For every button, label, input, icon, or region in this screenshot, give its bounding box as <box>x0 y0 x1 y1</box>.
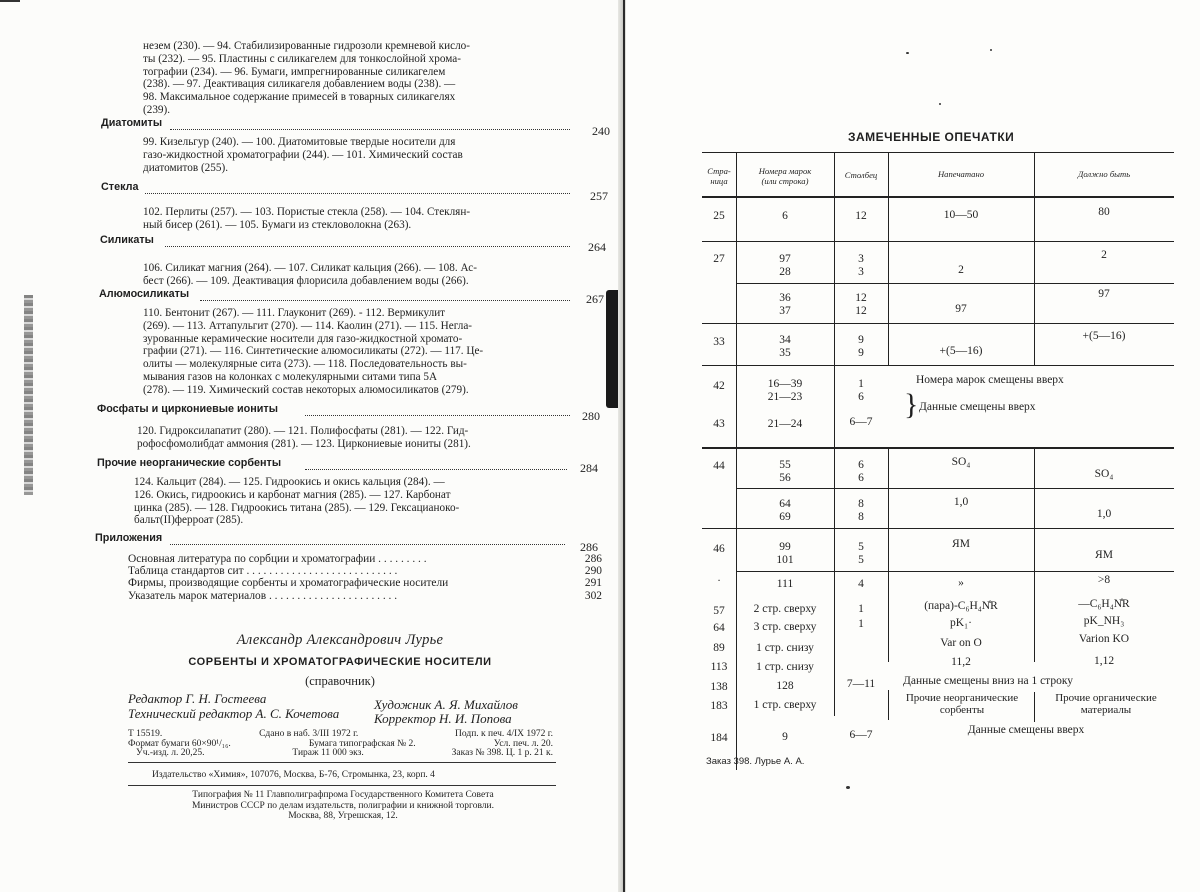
text-line: (239). <box>143 103 171 116</box>
appendix-list <box>128 553 568 602</box>
cell-page: 138 <box>710 681 728 693</box>
cell-page: 184 <box>710 732 728 744</box>
table-divider <box>702 323 1174 324</box>
section-page: 280 <box>582 409 600 423</box>
section-heading: Приложения <box>95 532 163 544</box>
speck <box>906 52 909 54</box>
errata-title: ЗАМЕЧЕННЫЕ ОПЕЧАТКИ <box>848 130 1015 144</box>
cell-marks: 9 <box>782 731 788 743</box>
cell-column: 3 3 <box>858 253 864 278</box>
appendix-item: Основная литература по сорбции и хроматографии . . . . . . . . . <box>128 553 427 565</box>
section-body <box>143 206 570 232</box>
page-number: 290 <box>584 565 602 578</box>
text-line: ный бисер (261). — 105. Бумаги из стекловолокна (263). <box>143 218 412 231</box>
dot-leader <box>165 245 570 247</box>
section-body <box>137 425 570 451</box>
section-page: 286 <box>580 540 598 554</box>
text-line: 102. Перлиты (257). — 103. Пористые стекла (258). — 104. Стеклян- <box>143 206 471 218</box>
dot-leader <box>145 192 570 194</box>
text-line: Министров СССР по делам издательств, полиграфии и книжной торговли. <box>191 800 495 811</box>
table-divider <box>736 488 1174 489</box>
section-heading: Алюмосиликаты <box>99 288 190 300</box>
dot-leader <box>170 543 565 545</box>
section-heading: Стекла <box>101 181 139 193</box>
appendix-item: Фирмы, производящие сорбенты и хроматографические носители <box>128 577 449 590</box>
table-border-top <box>702 152 1174 153</box>
text-line: ты (232). — 95. Пластины с силикагелем для тонкослойной хрома- <box>143 52 461 65</box>
cell-printed: Прочие неорганические сорбенты <box>905 692 1019 716</box>
section-page: 284 <box>580 461 598 475</box>
text-line: мывания газов на колонках с молекулярными ситами типа 5А <box>143 370 438 383</box>
cell-printed: » <box>958 577 964 589</box>
print-line: Формат бумаги 60×90¹/₁₆. Бумага типографская № 2. Усл. печ. л. 20. <box>128 738 553 749</box>
cell-printed: +(5—16) <box>939 345 983 357</box>
section-page: 257 <box>590 189 608 203</box>
printer-info <box>128 790 558 822</box>
page-number: 286 <box>584 553 602 565</box>
cell-marks: 2 стр. сверху <box>753 603 817 615</box>
table-divider <box>736 283 1174 284</box>
text-line: газо-жидкостной хроматографии (244). — 101. Химический состав <box>143 148 463 161</box>
table-col-line <box>1034 692 1035 722</box>
cell-printed: (пара)-C₆H₄N̊R <box>924 600 998 612</box>
table-col-line <box>888 447 889 662</box>
cell-page: 46 <box>713 543 725 555</box>
cell-marks: 6 <box>782 210 788 222</box>
scan-smear-left <box>24 295 33 495</box>
cell-marks: 36 37 <box>779 292 791 317</box>
cell-printed: 11,2 <box>951 656 971 668</box>
cell-printed: pK₁· <box>950 617 972 629</box>
cell-column: 8 8 <box>858 498 864 523</box>
publisher-line: Издательство «Химия», 107076, Москва, Б-76, Стромынка, 23, корп. 4 <box>152 770 435 780</box>
dot-leader <box>305 414 570 416</box>
cell-should: SO₄ <box>1094 468 1114 480</box>
dot-leader <box>200 299 570 301</box>
cell-should: Varion KO <box>1078 633 1130 645</box>
text-line: 124. Кальцит (284). — 125. Гидроокись и окись кальция (284). — <box>134 476 445 488</box>
cell-page: 64 <box>713 622 725 634</box>
text-line: 110. Бентонит (267). — 111. Глауконит (269). - 112. Вермикулит <box>143 307 446 319</box>
cell-column: 4 <box>858 578 864 590</box>
table-header-bottom <box>702 196 1174 198</box>
text-line: 106. Силикат магния (264). — 107. Силикат кальция (266). — 108. Ас- <box>143 262 477 274</box>
top-edge-mark <box>0 0 20 2</box>
text-line: 120. Гидроксилапатит (280). — 121. Полифосфаты (281). — 122. Гид- <box>137 425 469 437</box>
cell-marks: 34 35 <box>779 334 791 359</box>
cell-page: 57 <box>713 605 725 617</box>
text-line: графии (271). — 116. Синтетические алюмосиликаты (272). — 117. Це- <box>143 345 484 358</box>
section-heading: Силикаты <box>100 234 154 246</box>
cell-printed: 97 <box>955 303 967 315</box>
text-line: (238). — 97. Деактивация силикагеля добавлением воды (238). — <box>143 78 456 91</box>
speck <box>939 103 941 105</box>
cell-column: 6—7 <box>849 729 873 741</box>
cell-page: 43 <box>713 418 725 430</box>
cell-marks: 128 <box>776 680 794 692</box>
cell-note: Номера марок смещены вверх <box>916 374 1064 386</box>
section-page: 240 <box>592 124 610 138</box>
table-divider <box>702 528 1174 529</box>
appendix-pages <box>572 553 602 602</box>
cell-should: 97 <box>1098 288 1110 300</box>
text-line: 99. Кизельгур (240). — 100. Диатомитовые твердые носители для <box>143 136 456 148</box>
print-details <box>128 730 553 759</box>
cell-marks: 16—39 21—23 <box>767 378 803 403</box>
text-line: зурованные керамические носители для газо-жидкостной хромато- <box>143 332 463 345</box>
cell-printed: Var on O <box>940 637 982 649</box>
cell-column: 12 12 <box>855 292 867 317</box>
cell-should: 1,0 <box>1096 508 1112 520</box>
table-divider <box>702 365 1174 366</box>
cell-column: 9 9 <box>858 334 864 359</box>
editor-credit: Редактор Г. Н. Гостеева <box>128 691 267 706</box>
author-name: Александр Александрович Лурье <box>236 632 444 648</box>
cell-column: 1 6 <box>858 378 864 403</box>
section-page: 267 <box>586 292 604 306</box>
book-subtitle: (справочник) <box>305 674 375 688</box>
cell-page: 183 <box>710 700 728 712</box>
cell-marks: 99 101 <box>776 541 794 566</box>
cell-page: 27 <box>713 253 725 265</box>
table-col-line <box>888 152 889 366</box>
text-line: 126. Окись, гидроокись и карбонат магния (285). — 127. Карбонат <box>134 488 451 501</box>
cell-printed: SO₄ <box>951 456 971 468</box>
table-divider <box>702 447 1174 449</box>
speck <box>990 49 992 51</box>
cell-column: 12 <box>855 210 867 222</box>
section-heading: Прочие неорганические сорбенты <box>97 457 282 469</box>
header-column: Столбец <box>844 170 878 180</box>
cell-page: 113 <box>710 661 728 673</box>
table-divider <box>736 571 1174 572</box>
page-number: 302 <box>584 589 602 602</box>
separator <box>128 762 556 763</box>
brace: } <box>904 388 919 421</box>
table-divider <box>702 241 1174 242</box>
table-col-line <box>834 152 835 716</box>
intro-paragraph <box>143 40 570 117</box>
separator <box>128 785 556 786</box>
cell-column: 1 <box>858 603 864 615</box>
appendix-item: Указатель марок материалов . . . . . . . . . . . . . . . . . . . . . . . <box>128 589 398 602</box>
cell-should: >8 <box>1097 574 1111 586</box>
section-body <box>143 307 570 397</box>
section-body <box>143 136 570 174</box>
dot-leader <box>305 468 567 470</box>
cell-marks: 97 28 <box>779 253 791 278</box>
section-body <box>134 476 564 527</box>
cell-printed: 1,0 <box>953 496 969 508</box>
text-line: Типография № 11 Главполиграфпрома Государственного Комитета Совета <box>192 790 494 800</box>
text-line: незем (230). — 94. Стабилизированные гидрозоли кремневой кисло- <box>143 40 470 52</box>
text-line: (278). — 119. Химический состав некоторых алюмосиликатов (279). <box>143 383 469 396</box>
appendix-item: Таблица стандартов сит . . . . . . . . . . . . . . . . . . . . . . . . . . . <box>128 565 398 578</box>
cell-should: 2 <box>1101 249 1107 261</box>
cell-page: 25 <box>713 210 725 222</box>
cell-marks: 21—24 <box>767 418 803 430</box>
cell-should: ЯМ <box>1095 549 1113 561</box>
cell-marks: 55 56 <box>779 459 791 484</box>
text-line: рофосфомолибдат аммония (281). — 123. Циркониевые иониты (281). <box>137 437 471 450</box>
text-line: 98. Максимальное содержание примесей в товарных силикагелях <box>143 91 456 104</box>
text-line: бальт(II)феррoат (285). <box>134 514 244 527</box>
cell-should: —C₆H₄N̊R <box>1078 598 1130 610</box>
gutter-line <box>623 0 625 892</box>
cell-column: 6 6 <box>858 459 864 484</box>
cell-marks: 1 стр. снизу <box>756 642 814 654</box>
errata-footer: Заказ 398. Лурье А. А. <box>706 756 805 767</box>
cell-note: Данные смещены вниз на 1 строку <box>903 675 1074 687</box>
book-title: СОРБЕНТЫ И ХРОМАТОГРАФИЧЕСКИЕ НОСИТЕЛИ <box>188 656 492 668</box>
cell-marks: 1 стр. снизу <box>756 661 814 673</box>
cell-column: 7—11 <box>846 678 876 690</box>
cell-marks: 3 стр. сверху <box>753 621 817 633</box>
header-marks: Номера марок (или строка) <box>758 166 812 186</box>
section-heading: Фосфаты и циркониевые иониты <box>97 403 278 415</box>
header-page: Стра- ница <box>707 166 731 186</box>
cell-column: 6—7 <box>849 416 873 428</box>
tech-editor-credit: Технический редактор А. С. Кочетова <box>128 706 340 721</box>
print-line: Уч.-изд. л. 20,25. Тираж 11 000 экз. Заказ № 398. Ц. 1 р. 21 к. <box>136 748 553 759</box>
text-line: (269). — 113. Аттапульгит (270). — 114. Каолин (271). — 115. Негла- <box>143 319 473 332</box>
right-page <box>626 0 1200 892</box>
corrector-credit: Корректор Н. И. Попова <box>374 711 512 726</box>
cell-page: 42 <box>713 380 725 392</box>
section-body <box>143 262 570 288</box>
cell-printed: 2 <box>958 264 964 276</box>
header-should-be: Должно быть <box>1077 169 1131 179</box>
page-number: 291 <box>584 577 602 590</box>
cell-page: · <box>717 575 721 587</box>
text-line: диатомитов (255). <box>143 161 228 174</box>
cell-printed: 10—50 <box>943 209 979 221</box>
cell-printed: ЯМ <box>952 538 970 550</box>
cell-page: 44 <box>713 460 725 472</box>
cell-should: 1,12 <box>1093 655 1115 667</box>
text-line: бест (266). — 109. Деактивация флорисила добавлением воды (266). <box>143 274 469 287</box>
cell-page: 33 <box>713 336 725 348</box>
artist-credit: Художник А. Я. Михайлов <box>374 697 518 712</box>
dot-leader <box>170 128 570 130</box>
cell-column: 1 <box>858 618 864 630</box>
cell-column: 5 5 <box>858 541 864 566</box>
section-page: 264 <box>588 240 606 254</box>
cell-marks: 64 69 <box>779 498 791 523</box>
cell-should: 80 <box>1098 206 1110 218</box>
table-col-line <box>888 690 889 720</box>
cell-page: 89 <box>713 642 725 654</box>
cell-marks: 111 <box>776 578 794 590</box>
cell-note: Данные смещены вверх <box>967 724 1085 736</box>
text-line: Москва, 88, Угрешская, 12. <box>288 811 398 821</box>
cell-should: pK_NH₃ <box>1083 615 1125 627</box>
cell-should: +(5—16) <box>1082 330 1126 342</box>
cell-should: Прочие органические материалы <box>1055 692 1157 716</box>
print-line: Т 15519. Сдано в наб. 3/III 1972 г. Подп. к печ. 4/IX 1972 г. <box>128 729 553 739</box>
header-printed: Напечатано <box>937 169 985 179</box>
text-line: тографии (234). — 96. Бумаги, импрегнированные силикагелем <box>143 65 446 78</box>
speck <box>846 786 850 789</box>
cell-marks: 1 стр. сверху <box>753 699 817 711</box>
text-line: цинка (285). — 128. Гидроокись титана (285). — 129. Гексацианоко- <box>134 501 460 514</box>
text-line: олиты — молекулярные сита (273). — 118. Последовательность вы- <box>143 358 467 371</box>
section-heading: Диатомиты <box>101 117 163 129</box>
cell-note: Данные смещены вверх <box>919 401 1036 413</box>
